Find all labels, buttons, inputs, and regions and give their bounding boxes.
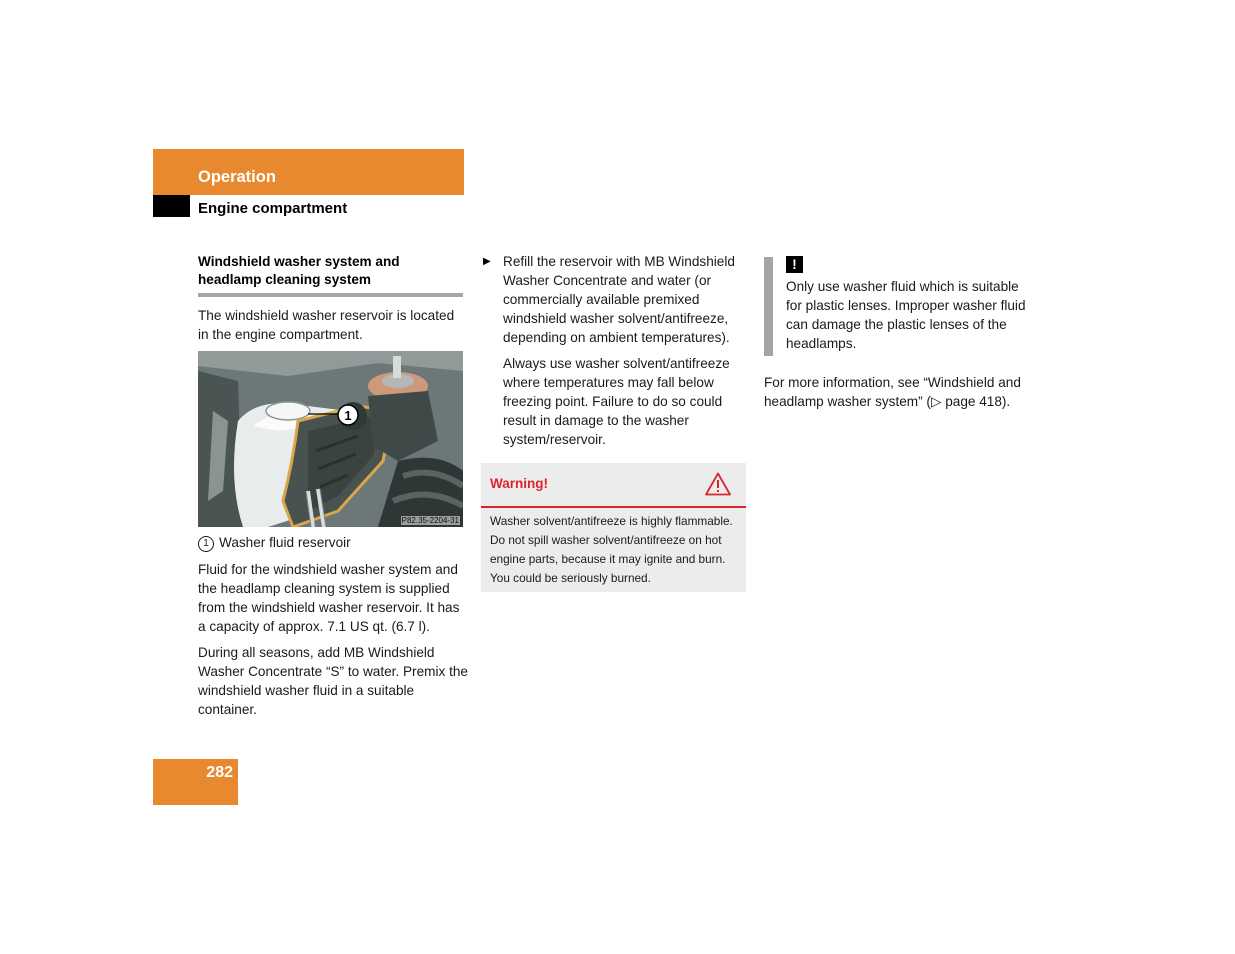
middle-body-text (503, 252, 753, 456)
intro-text: The windshield washer reservoir is located in the engine compartment. (198, 308, 455, 342)
refill-step-text: Refill the reservoir with MB Windshield Washer Concentrate and water (or commercially available premixed windshield washer solvent/antifreeze, depending on ambient temperatures). (503, 254, 735, 345)
warning-triangle-icon (705, 472, 731, 496)
warning-text: Washer solvent/antifreeze is highly flammable. Do not spill washer solvent/antifreeze on hot engine parts, because it may ignite and burn. You could be seriously burned. (490, 514, 733, 585)
capacity-paragraph: Fluid for the windshield washer system and the headlamp cleaning system is supplied from the windshield washer reservoir. It has a capacity of approx. 7.1 US qt. (6.7 l). (198, 562, 460, 634)
engine-compartment-figure (198, 351, 463, 527)
figure-code: P82.35-2204-31 (401, 516, 459, 525)
topic-heading: Windshield washer system and headlamp cleaning system (198, 253, 463, 297)
left-body-text (198, 560, 470, 726)
notice-text: Only use washer fluid which is suitable for plastic lenses. Improper washer fluid can damage the plastic lenses of the headlamps. (786, 279, 1026, 351)
antifreeze-note-text: Always use washer solvent/antifreeze where temperatures may fall below freezing point. Failure to do so could result in damage to the washer system/reservoir. (503, 356, 730, 447)
notice-text-block (786, 277, 1036, 360)
figure-callout-1: 1 (344, 408, 352, 423)
more-info-text: For more information, see “Windshield and headlamp washer system” (▷ page 418). (764, 375, 1021, 409)
warning-box (481, 463, 746, 592)
section-tab-marker (153, 195, 190, 217)
warning-header (481, 463, 746, 508)
page-number: 282 (206, 764, 233, 781)
caption-number-circle: 1 (198, 536, 214, 552)
concentrate-paragraph: During all seasons, add MB Windshield Washer Concentrate “S” to water. Premix the windshield washer fluid in a suitable container. (198, 645, 468, 717)
more-info-block (764, 373, 1039, 418)
intro-paragraph (198, 306, 466, 351)
engine-illustration (198, 351, 463, 527)
notice-exclamation-icon: ! (786, 256, 803, 273)
figure-caption (198, 533, 468, 552)
notice-bar (764, 257, 773, 356)
step-bullet-icon: ▶ (483, 256, 491, 267)
caption-text: Washer fluid reservoir (219, 535, 351, 550)
warning-title: Warning! (490, 476, 548, 491)
subsection-title: Engine compartment (198, 200, 348, 217)
section-title: Operation (198, 168, 276, 186)
